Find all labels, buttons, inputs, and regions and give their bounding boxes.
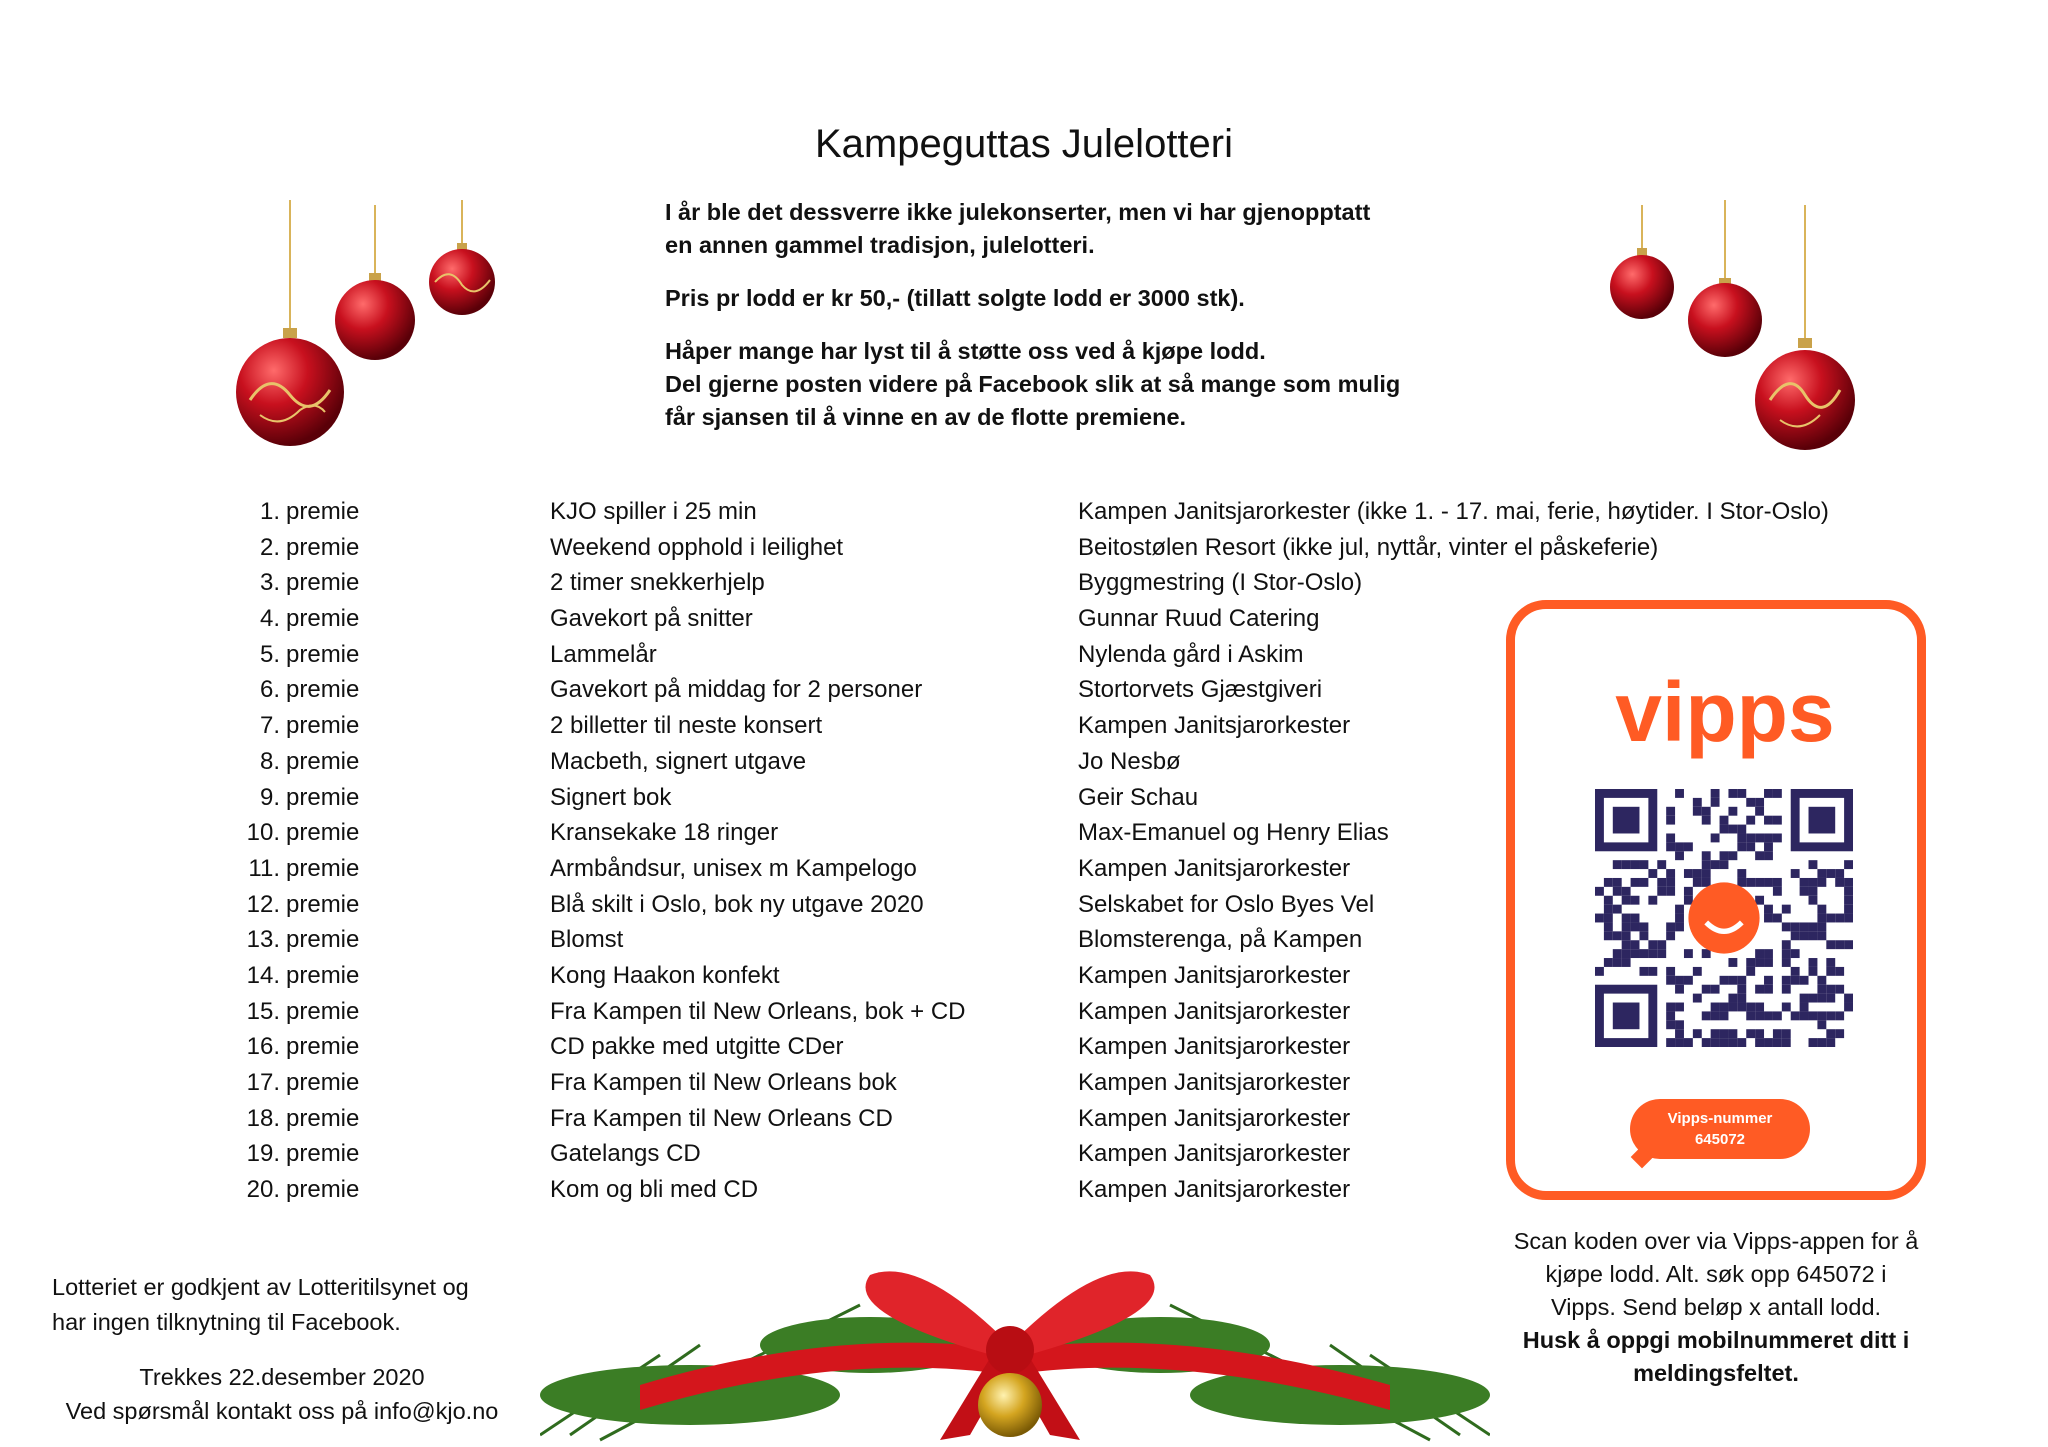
prize-donor: Kampen Janitsjarorkester [1078, 854, 1351, 882]
prize-description: 2 billetter til neste konsert [550, 712, 823, 740]
prize-label: premie [286, 854, 360, 882]
prize-donor: Kampen Janitsjarorkester [1078, 1033, 1351, 1061]
prize-description: Lammelår [550, 640, 657, 668]
vipps-number-badge: Vipps-nummer 645072 [1630, 1099, 1810, 1159]
prize-number: 7. [259, 712, 280, 740]
prize-label: premie [286, 1176, 360, 1204]
prize-number: 12. [246, 890, 280, 918]
prize-donor: Kampen Janitsjarorkester [1078, 1104, 1351, 1132]
prize-description: CD pakke med utgitte CDer [550, 1033, 844, 1061]
prize-description: Macbeth, signert utgave [550, 747, 807, 775]
prize-donor: Beitostølen Resort (ikke jul, nyttår, vinter el påskeferie) [1078, 533, 1659, 561]
prize-description: 2 timer snekkerhjelp [550, 569, 765, 597]
prize-row [240, 565, 1880, 601]
prize-description: KJO spiller i 25 min [550, 498, 757, 525]
prize-number: 20. [246, 1176, 280, 1204]
prize-description: Gavekort på snitter [550, 605, 753, 633]
prize-donor: Kampen Janitsjarorkester [1078, 712, 1351, 740]
page-title: Kampeguttas Julelotteri [814, 122, 1233, 166]
prize-description: Blomst [550, 926, 624, 954]
prize-label: premie [286, 640, 360, 668]
vipps-qr-code[interactable] [1595, 789, 1853, 1047]
prize-donor: Blomsterenga, på Kampen [1078, 926, 1363, 954]
prize-number: 8. [259, 747, 280, 775]
prize-donor: Jo Nesbø [1078, 747, 1181, 775]
prize-donor: Nylenda gård i Askim [1078, 640, 1304, 668]
christmas-garland-bow [540, 1235, 1490, 1447]
christmas-baubles-left [220, 200, 520, 460]
prize-label: premie [286, 498, 360, 525]
prize-donor: Max-Emanuel og Henry Elias [1078, 819, 1389, 847]
intro-paragraph-3: Håper mange har lyst til å støtte oss ved å kjøpe lodd. Del gjerne posten videre på Facebook slik at så mange som mulig får sjansen til å vinne en av de flotte premiene. [665, 338, 1401, 430]
prize-description: Gavekort på middag for 2 personer [550, 676, 923, 704]
prize-label: premie [286, 747, 360, 775]
prize-row [240, 494, 1880, 530]
christmas-baubles-right [1590, 200, 1870, 460]
prize-label: premie [286, 533, 360, 561]
prize-donor: Kampen Janitsjarorkester [1078, 1176, 1351, 1204]
prize-donor: Kampen Janitsjarorkester [1078, 961, 1351, 989]
prize-description: Fra Kampen til New Orleans CD [550, 1104, 893, 1132]
prize-number: 13. [246, 926, 280, 954]
prize-label: premie [286, 1033, 360, 1061]
prize-donor: Kampen Janitsjarorkester [1078, 1140, 1351, 1168]
prize-description: Kom og bli med CD [550, 1176, 759, 1204]
prize-description: Blå skilt i Oslo, bok ny utgave 2020 [550, 890, 924, 918]
legal-notice: Lotteriet er godkjent av Lotteritilsynet og har ingen tilknytning til Facebook. [52, 1274, 469, 1335]
prize-description: Fra Kampen til New Orleans bok [550, 1069, 897, 1096]
prize-number: 2. [259, 533, 280, 561]
prize-number: 11. [248, 854, 280, 882]
prize-donor: Kampen Janitsjarorkester [1078, 997, 1351, 1025]
prize-number: 6. [259, 676, 280, 704]
prize-label: premie [286, 997, 360, 1025]
prize-label: premie [286, 1104, 360, 1132]
prize-number: 19. [246, 1140, 280, 1168]
prize-number: 15. [246, 997, 280, 1025]
price-paragraph: Pris pr lodd er kr 50,- (tillatt solgte lodd er 3000 stk). [665, 285, 1245, 311]
intro-text [665, 196, 1425, 454]
prize-label: premie [286, 819, 360, 847]
prize-description: Gatelangs CD [550, 1140, 701, 1168]
prize-donor: Kampen Janitsjarorkester [1078, 1069, 1351, 1096]
draw-info: Trekkes 22.desember 2020 Ved spørsmål kontakt oss på info@kjo.no [65, 1364, 499, 1424]
intro-paragraph-1: I år ble det dessverre ikke julekonserter, men vi har gjenopptatt en annen gammel tradisjon, julelotteri. [665, 199, 1371, 258]
prize-description: Kong Haakon konfekt [550, 961, 780, 989]
prize-number: 17. [246, 1069, 280, 1096]
vipps-logo [1585, 659, 1865, 769]
prize-number: 10. [246, 819, 280, 847]
scan-instructions: Scan koden over via Vipps-appen for å kjøpe lodd. Alt. søk opp 645072 i Vipps. Send beløp x antall lodd. Husk å oppgi mobilnummeret ditt i meldingsfeltet. [1513, 1228, 1919, 1386]
prize-row [240, 530, 1880, 566]
prize-label: premie [286, 712, 360, 740]
prize-donor: Geir Schau [1078, 783, 1199, 811]
svg-text:vipps: vipps [1615, 665, 1835, 759]
prize-label: premie [286, 605, 360, 633]
prize-number: 5. [259, 640, 280, 668]
prize-label: premie [286, 890, 360, 918]
prize-label: premie [286, 676, 360, 704]
prize-description: Fra Kampen til New Orleans, bok + CD [550, 997, 966, 1025]
prize-number: 4. [259, 605, 280, 633]
prize-number: 9. [259, 783, 280, 811]
prize-description: Kransekake 18 ringer [550, 819, 779, 847]
prize-number: 16. [246, 1033, 280, 1061]
prize-donor: Gunnar Ruud Catering [1078, 605, 1320, 633]
prize-donor: Selskabet for Oslo Byes Vel [1078, 890, 1375, 918]
vipps-card [1506, 600, 1926, 1200]
prize-donor: Kampen Janitsjarorkester (ikke 1. - 17. mai, ferie, høytider. I Stor-Oslo) [1078, 498, 1829, 525]
prize-donor: Byggmestring (I Stor-Oslo) [1078, 569, 1363, 597]
prize-donor: Stortorvets Gjæstgiveri [1078, 676, 1323, 704]
prize-number: 1. [259, 498, 280, 525]
prize-label: premie [286, 569, 360, 597]
prize-description: Weekend opphold i leilighet [550, 533, 844, 561]
prize-label: premie [286, 783, 360, 811]
prize-number: 3. [259, 569, 280, 597]
prize-label: premie [286, 926, 360, 954]
prize-number: 14. [246, 961, 280, 989]
prize-label: premie [286, 1140, 360, 1168]
prize-description: Armbåndsur, unisex m Kampelogo [550, 854, 917, 882]
prize-number: 18. [246, 1104, 280, 1132]
prize-description: Signert bok [550, 783, 672, 811]
prize-label: premie [286, 961, 360, 989]
prize-label: premie [286, 1069, 360, 1096]
